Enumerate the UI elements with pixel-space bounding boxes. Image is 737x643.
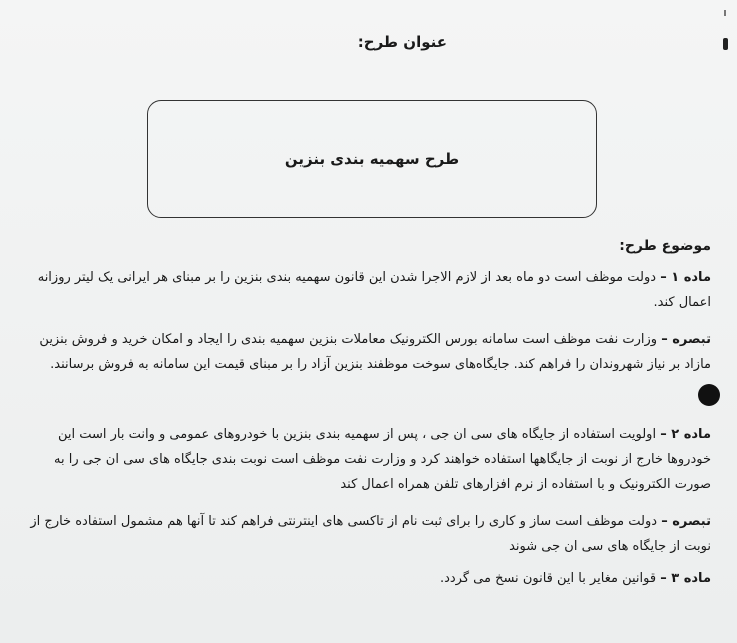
scan-mark: [723, 38, 728, 50]
article-3: [21, 566, 711, 591]
note-lead: تبصره –: [661, 514, 711, 529]
subject-label: موضوع طرح:: [619, 238, 711, 254]
note-1: [21, 327, 711, 377]
page-title: عنوان طرح:: [357, 33, 447, 51]
article-2: [21, 422, 711, 497]
note-text: وزارت نفت موظف است سامانه بورس الکترونیک معاملات بنزین سهمیه بندی را ایجاد و امکان خرید و فروش بنزین مازاد بر نیاز شهروندان را فراهم کند. جایگاه‌های سوخت موظفند بنزین آزاد را بر مبنای قیمت این سامانه به فروش برسانند.: [39, 332, 711, 372]
scan-mark: [724, 10, 726, 16]
article-lead: ماده ۲ –: [660, 427, 711, 442]
note-lead: تبصره –: [661, 332, 711, 347]
article-lead: ماده ۱ –: [660, 270, 711, 285]
article-1: [21, 265, 711, 315]
article-text: قوانین مغایر با این قانون نسخ می گردد.: [439, 571, 657, 586]
article-lead: ماده ۳ –: [660, 571, 711, 586]
article-text: اولویت استفاده از جایگاه های سی ان جی ، پس از سهمیه بندی بنزین با خودروهای عمومی و وانت بار است این خودروها خارج از نوبت از جایگاهها استفاده خواهند کرد و وزارت نفت موظف است نوبت بندی جایگاه های سی ان جی را به صورت الکترونیک و با استفاده از نرم افزارهای تلفن همراه اعمال کند: [54, 427, 711, 492]
title-box: [147, 100, 597, 218]
article-text: دولت موظف است دو ماه بعد از لازم الاجرا شدن این قانون سهمیه بندی بنزین را بر مبنای هر ایرانی یک لیتر روزانه اعمال کند.: [37, 270, 711, 310]
plan-title: طرح سهمیه بندی بنزین: [284, 150, 460, 168]
note-2: [21, 509, 711, 559]
note-text: دولت موظف است ساز و کاری را برای ثبت نام از تاکسی های اینترنتی فراهم کند تا آنها هم مشمول استفاده خارج از نوبت از جایگاه های سی ان جی شوند: [30, 514, 711, 554]
punch-hole: [698, 384, 720, 406]
